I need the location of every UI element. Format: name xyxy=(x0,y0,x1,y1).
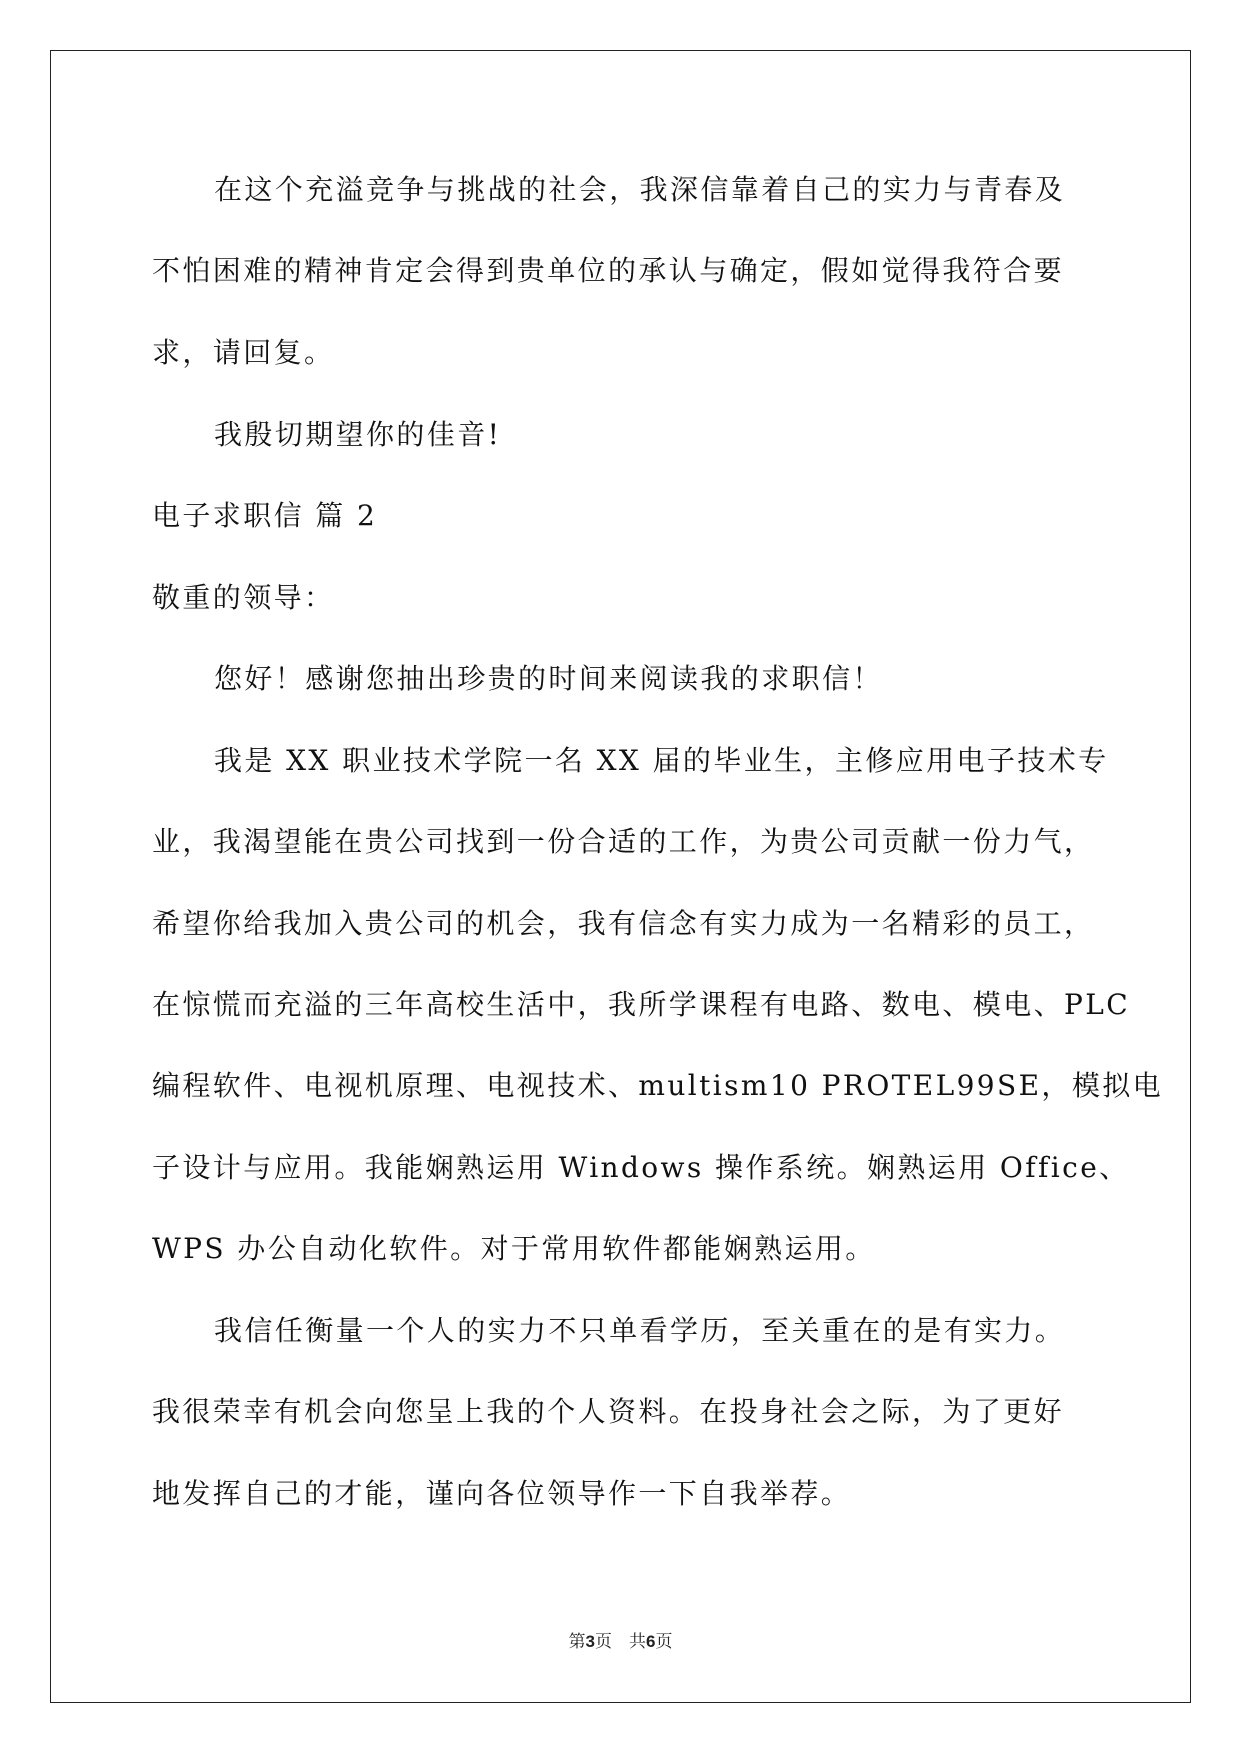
paragraph-line: 地发挥自己的才能，谨向各位领导作一下自我举荐。 xyxy=(152,1477,852,1510)
footer-middle: 页 共 xyxy=(595,1632,646,1652)
footer-suffix: 页 xyxy=(655,1632,673,1652)
paragraph-line: 我信任衡量一个人的实力不只单看学历，至关重在的是有实力。 xyxy=(214,1314,1066,1347)
paragraph-line: 我很荣幸有机会向您呈上我的个人资料。在投身社会之际，为了更好 xyxy=(152,1395,1065,1428)
section-heading: 电子求职信 篇 2 xyxy=(152,499,378,532)
paragraph-line: 在惊慌而充溢的三年高校生活中，我所学课程有电路、数电、模电、PLC xyxy=(152,988,1131,1021)
current-page-number: 3 xyxy=(585,1632,595,1651)
page-border xyxy=(50,50,1191,1703)
paragraph-line: 编程软件、电视机原理、电视技术、multism10 PROTEL99SE，模拟电 xyxy=(152,1069,1164,1102)
paragraph-line: 希望你给我加入贵公司的机会，我有信念有实力成为一名精彩的员工， xyxy=(152,907,1095,940)
paragraph-line: 我是 XX 职业技术学院一名 XX 届的毕业生，主修应用电子技术专 xyxy=(214,744,1109,777)
paragraph-line: 求，请回复。 xyxy=(152,336,335,369)
paragraph-line: 不怕困难的精神肯定会得到贵单位的承认与确定，假如觉得我符合要 xyxy=(152,254,1065,287)
total-page-number: 6 xyxy=(646,1632,656,1651)
salutation: 敬重的领导： xyxy=(152,581,335,614)
paragraph-line: 我殷切期望你的佳音! xyxy=(214,418,502,451)
paragraph-line: 在这个充溢竞争与挑战的社会，我深信靠着自己的实力与青春及 xyxy=(214,173,1066,206)
paragraph-line: 业，我渴望能在贵公司找到一份合适的工作，为贵公司贡献一份力气， xyxy=(152,825,1095,858)
paragraph-line: 子设计与应用。我能娴熟运用 Windows 操作系统。娴熟运用 Office、 xyxy=(152,1151,1130,1184)
paragraph-line: WPS 办公自动化软件。对于常用软件都能娴熟运用。 xyxy=(152,1232,876,1265)
page-footer xyxy=(0,1631,1241,1653)
footer-prefix: 第 xyxy=(568,1632,586,1652)
paragraph-line: 您好！感谢您抽出珍贵的时间来阅读我的求职信！ xyxy=(214,662,883,695)
